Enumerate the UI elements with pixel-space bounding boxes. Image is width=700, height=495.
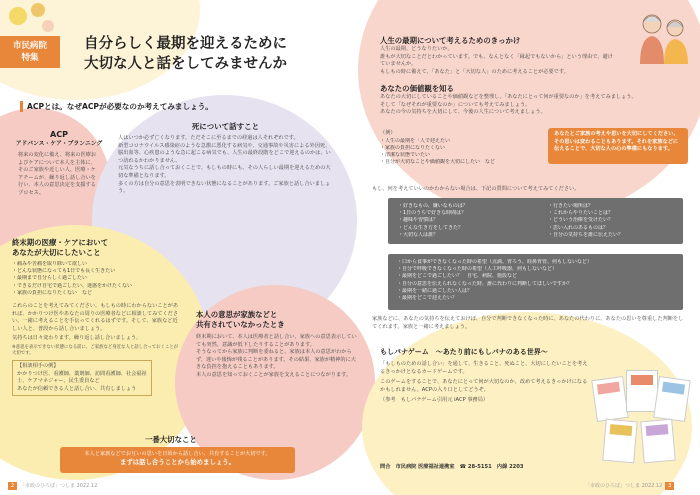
- acp-definition: [14, 130, 104, 198]
- list-item: ・痛みや苦痛を取り除いて欲しい: [12, 261, 88, 267]
- consult-body2: あなたが信頼できる人と話し合い、共有しましょう: [17, 385, 137, 392]
- values-examples: [380, 130, 530, 166]
- family-title-line1: 本人の意思が家族などと: [196, 310, 278, 319]
- page-number-right: 3: [665, 482, 674, 490]
- family-section: [196, 310, 358, 380]
- list-item: ・大切な人は誰？: [398, 231, 439, 238]
- end-of-life-title-line2: あなたが大切にしたいこと: [12, 248, 101, 257]
- values-example-title: （例）: [380, 130, 396, 136]
- list-item: ・できるだけ自宅で過ごしたい、迷惑をかけたくない: [12, 282, 133, 289]
- game-card: [640, 419, 676, 464]
- game-cards-image: [590, 370, 690, 465]
- end-of-life-list: [12, 261, 180, 297]
- family-paragraph: 終末期において、本人は医療者と話し合い、家族への意思表示していても突然、意識が低下したりすることがあります。: [196, 334, 357, 348]
- list-item: ・自分で呼吸できなくなった時の希望（人工呼吸器、何もしないなど）: [397, 266, 558, 273]
- elderly-couple-illustration-icon: [632, 6, 694, 66]
- game-section: [380, 347, 588, 405]
- list-item: ・自分の気持ちを誰に伝えたい？: [548, 231, 624, 238]
- values-paragraph: そして「なぜそれが重要なのか」についても考えてみましょう。: [380, 101, 531, 108]
- family-title: [196, 310, 358, 330]
- family-paragraph: そうなってから家族に判断を委ねると、家族は本人の意思がわからず、迷いや後悔が残ることがあります。その結果、家族が精神的に大きな負担を抱えることもあります。: [196, 349, 356, 371]
- right-top-title: 人生の最期について考えるためのきっかけ: [380, 36, 521, 45]
- page-title: [84, 34, 287, 74]
- game-body: [380, 361, 588, 405]
- right-top-body: [380, 46, 615, 76]
- list-item: ・最期をどこで過ごしたい？ 自宅、病院、施設など: [397, 273, 518, 280]
- family-body: [196, 334, 358, 380]
- values-paragraph: あなたの今の気持ちを大切にして、今後の人生について考えましょう。: [380, 109, 546, 116]
- game-paragraph: このゲームをすることで、あなたにとって何が大切なのか、改めて考えるきっかけになるかもしれません。ACPの入り口としてどうぞ。: [380, 379, 588, 393]
- flower-illustration-icon: [0, 0, 60, 40]
- family-title-line2: 共有されていなかったとき: [196, 320, 285, 329]
- death-talk-section: [118, 122, 333, 196]
- death-talk-paragraph: 新型コロナウイルス感染症のような急激に悪化する病気や、交通事故や災害による外因死、脳出血等、心疾患のような急に起こる病気でも、人生の最終段階をどこで迎えるのかは、いつ訪れるかわかりません。: [118, 142, 331, 164]
- list-item: ・思い入れのあるものは？: [548, 224, 609, 231]
- right-top-paragraph: 誰もが大切なことだとわかっています。でも、なんとなく「縁起でもないから」という理由で、避けていませんか。: [380, 53, 613, 68]
- bottom-important-box: [60, 447, 295, 473]
- questions-box-2: [388, 254, 683, 310]
- footer-left-text: 「市政のひろば」つしま 2022.12: [20, 483, 98, 489]
- footer-right: [585, 482, 674, 490]
- questions2-list: [397, 259, 674, 302]
- consult-title: 【相談相手の例】: [17, 362, 59, 369]
- bottom-box-line2: まずは話し合うことから始めましょう。: [119, 458, 236, 466]
- death-talk-body: [118, 135, 333, 196]
- death-talk-paragraph: 人はいつか必ず亡くなります。ただそこに至るまでの経過は人それぞれです。: [118, 135, 299, 141]
- values-body: [380, 94, 680, 117]
- list-item: ・好きなもの、嫌いなものは？: [398, 203, 468, 209]
- list-item: ・口から食事ができなくなった時の希望（点滴、胃ろう、経鼻胃管、何もしないなど）: [397, 259, 593, 265]
- game-paragraph: （参考 もしバナゲーム引用元 iACP 事務局）: [380, 397, 489, 404]
- end-of-life-body: これらのことを考えてみてください。もしもの時にわからないことがあれば、かかりつけ医やあなたの周りの医療者などに相談してみてください。一緒に考えることを手伝ってくれるはずです。そして、家族など近しい人と、普段から話し合いましょう。: [12, 303, 179, 332]
- values-example-list: [380, 138, 530, 167]
- list-item: ・行きたい場所は？: [548, 203, 594, 209]
- consult-box: [12, 360, 152, 396]
- page-title-line2: 大切な人と話をしてみませんか: [84, 56, 287, 72]
- page-title-line1: 自分らしく最期を迎えるために: [84, 36, 287, 52]
- list-item: ・自分の意思を伝えられなくなった時、誰に代わりに判断してほしいですか？: [397, 280, 573, 287]
- questions-right-list: [548, 203, 678, 239]
- bottom-heading: 一番大切なこと: [145, 435, 197, 444]
- list-item: ・家族の負担になりたくない など: [12, 289, 93, 296]
- acp-heading: ACPとは。なぜACPが必要なのか考えてみましょう。: [20, 101, 213, 112]
- bottom-box-line1: 本人と家族などでお互いの思いを日頃から話し合い、共有することが大切です。: [84, 451, 271, 457]
- questions-left-list: [398, 203, 538, 239]
- list-item: ・どういう治療を受けたい？: [548, 217, 614, 224]
- list-item: ・最期を一緒に過ごしたい人は？: [397, 287, 473, 294]
- list-item: ・家族の負担になりたくない: [380, 144, 446, 151]
- end-of-life-note: 気持ちは日々変わります。繰り返し話し合いましょう。: [12, 335, 142, 342]
- right-top-section: [380, 36, 615, 76]
- game-card: [591, 376, 629, 422]
- consult-body: かかりつけ医、看護師、薬剤師、訪問看護師、社会福祉士、ケアマネジャー、民生委員など: [17, 370, 147, 385]
- values-title: あなたの価値観を知る: [380, 84, 454, 93]
- list-item: ・人生の最期を「人で迎えたい: [380, 137, 451, 144]
- values-section: [380, 84, 680, 117]
- section-label: [0, 36, 60, 68]
- section-label-line1: 市民病院: [12, 41, 47, 51]
- list-item: ・どんな状態になっても1日でも長く生きたい: [12, 268, 116, 275]
- end-of-life-title-line1: 終末期の医療・ケアにおいて: [12, 238, 109, 247]
- acp-body: 将来の変化に備え、将来の医療およびケアについて本人を主体に、そのご家族や近しい人、医療・ケアチームが、繰り返し話し合いを行い、本人の意思決定を支援するプロセス。: [18, 152, 97, 196]
- end-of-life-small-note: ※意思を表示できない状態になる前に、ご家族など身近な人と話し合っておくことが大切です。: [12, 344, 179, 356]
- end-of-life-section: [12, 238, 180, 396]
- right-top-paragraph: 人生の最期、どうなりたいか。: [380, 46, 453, 52]
- footer-left: [8, 482, 97, 490]
- death-talk-title: 死について話すこと: [191, 122, 260, 131]
- questions-box: [388, 198, 683, 244]
- list-item: ・自分が大切なことや価値観を大切にしたい など: [380, 159, 496, 166]
- game-paragraph: 「もしものための話し合い」を通して、生きること、死ぬこと、大切にしたいことを考えるきっかけとなるカードゲームです。: [380, 361, 588, 375]
- section-label-line2: 特集: [21, 53, 39, 63]
- family-paragraph: 本人の意思を知っておくことが家族を支えることにつながります。: [196, 371, 352, 378]
- list-item: ・1日のうちで好きな時間は？: [398, 210, 467, 217]
- values-paragraph: あなたの大切にしていることや価値観などを整理し、「あなたにとって何が重要なのか」を考えてみましょう。: [380, 94, 637, 100]
- list-item: ・どんな生き方をしてきた？: [398, 224, 464, 231]
- game-card: [602, 419, 638, 464]
- page-number-left: 2: [8, 482, 17, 490]
- family-note: 家族などに、あなたの気持ちを伝えておけば、自分で判断できなくなった時に、あなたの代わりに、あなたの思いを尊重した判断をしてくれます。家族と一緒に考えましょう。: [372, 316, 684, 330]
- acp-subtitle: アドバンス・ケア・プランニング: [15, 141, 103, 147]
- contact-info: 問合 市民病院 医療福祉連携室 ☎ 28-5151 内線 2203: [380, 464, 524, 470]
- list-item: ・最期まで自分らしく過ごしたい: [12, 275, 88, 282]
- footer-right-text: 「市政のひろば」つしま 2022.12: [585, 483, 663, 489]
- game-card: [626, 370, 658, 412]
- values-orange-note: あなたとご家族の考えや思いを大切にしてください。その思いは変わることもあります。それを家族などに伝えることで、大切な人の心の準備にもなります。: [548, 128, 688, 164]
- list-item: ・清潔な状態でいたい: [380, 152, 431, 158]
- game-card: [653, 376, 691, 422]
- death-talk-paragraph: 元気なうちに話し合っておくことで、もしもの時にも、その人らしい最期を迎えるための大切な準備となります。: [118, 165, 331, 179]
- list-item: ・これからやりたいことは？: [548, 210, 614, 217]
- right-top-paragraph: もしもの時に備えて、「あなた」と「大切な人」のために考えることが必要です。: [380, 68, 569, 75]
- question-instruction: もし、何を考えていいのかわからない場合は、下記の質問について考えてみてください。: [372, 186, 580, 192]
- end-of-life-title: [12, 238, 180, 258]
- game-title: もしバナゲーム ～あたり前にもしバナのある世界～: [380, 348, 548, 356]
- list-item: ・最期をどこで迎えたい？: [397, 295, 458, 302]
- list-item: ・趣味や習慣は？: [398, 217, 439, 224]
- acp-title: ACP: [50, 130, 68, 139]
- death-talk-paragraph: 多くの方は自分の意思を表明できない状態になることがあります。ご家族と話し合いましょう。: [118, 180, 331, 195]
